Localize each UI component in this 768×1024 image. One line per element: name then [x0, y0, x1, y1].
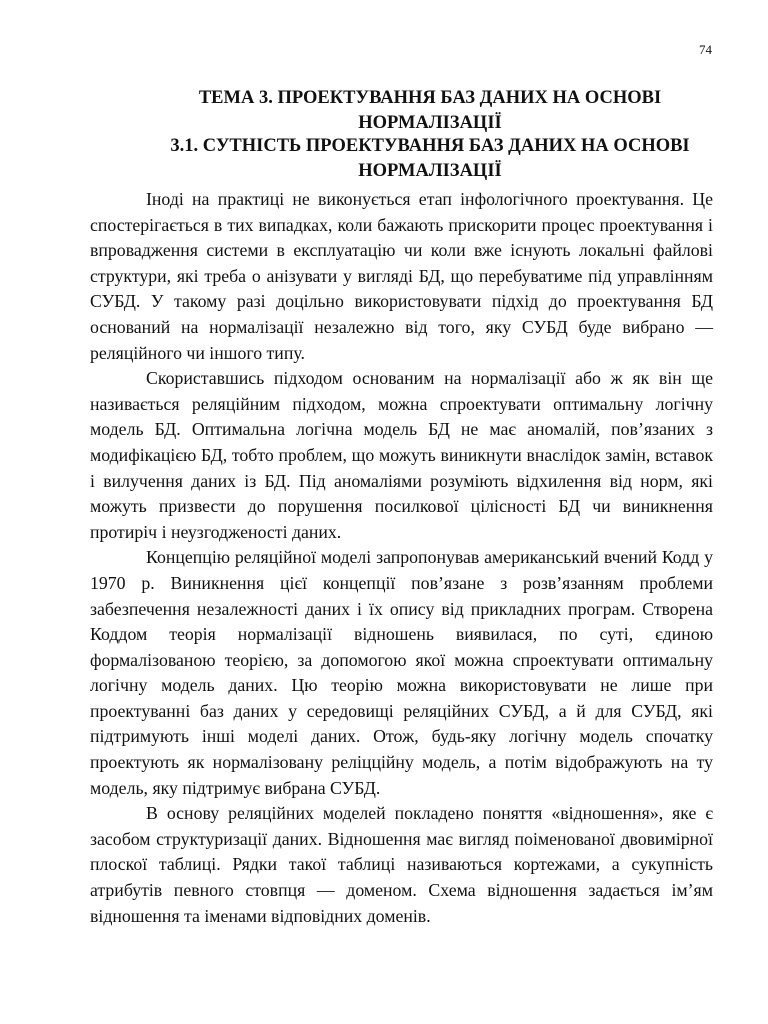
paragraph-4: В основу реляційних моделей покладено поняття «відношення», яке є засобом структуризації даних. Відношення має вигляд поіменованої двовимірної плоскої таблиці. Рядки такої таблиці називаються кортежами, а сукупність атрибутів певного стовпця — доменом. Схема відношення задається ім’ям відношення та іменами відповідних доменів. [90, 803, 713, 926]
paragraph-2: Скориставшись підходом основаним на нормалізації або ж як він ще називається реляційним підходом, можна спроектувати оптимальну логічну модель БД. Оптимальна логічна модель БД не має аномалій, пов’язаних з модифікацією БД, тобто проблем, що можуть виникнути внаслідок замін, вставок і вилучення даних із БД. Під аномаліями розуміють відхилення від норм, які можуть призвести до порушення посилкової цілісності БД чи виникнення протиріч і неузгодженості даних. [90, 368, 713, 542]
paragraph-3: Концепцію реляційної моделі запропонував американський вчений Кодд у 1970 р. Виникнення цієї концепції пов’язане з розв’язанням проблеми забезпечення незалежності даних і їх опису від прикладних програм. Створена Коддом теорія нормалізації відношень виявилася, по суті, єдиною формалізованою теорією, за допомогою якої можна спроектувати оптимальну логічну модель даних. Цю теорію можна використовувати не лише при проектуванні баз даних у середовищі реляційних СУБД, а й для СУБД, які підтримують інші моделі даних. Отож, будь-яку логічну модель спочатку проектують як нормалізовану реліцційну модель, а потім відображують на ту модель, яку підтримує вибрана СУБД. [90, 547, 713, 798]
topic-heading: ТЕМА 3. ПРОЕКТУВАННЯ БАЗ ДАНИХ НА ОСНОВІ НОРМАЛІЗАЦІЇ [198, 88, 662, 133]
paragraph-1: Іноді на практиці не виконується етап інфологічного проектування. Це спостерігається в тих випадках, коли бажають прискорити процес проектування і впровадження системи в експлуатацію чи коли вже існують локальні файлові структури, які треба о анізувати у вигляді БД, що перебуватиме під управлінням СУБД. У такому разі доцільно використовувати підхід до проектування БД оснований на нормалізації незалежно від того, яку СУБД буде вибрано — реляційного чи іншого типу. [90, 189, 713, 363]
page-number: 74 [699, 42, 712, 57]
section-heading: 3.1. СУТНІСТЬ ПРОЕКТУВАННЯ БАЗ ДАНИХ НА ОСНОВІ НОРМАЛІЗАЦІЇ [170, 136, 690, 181]
body-text [90, 187, 713, 929]
